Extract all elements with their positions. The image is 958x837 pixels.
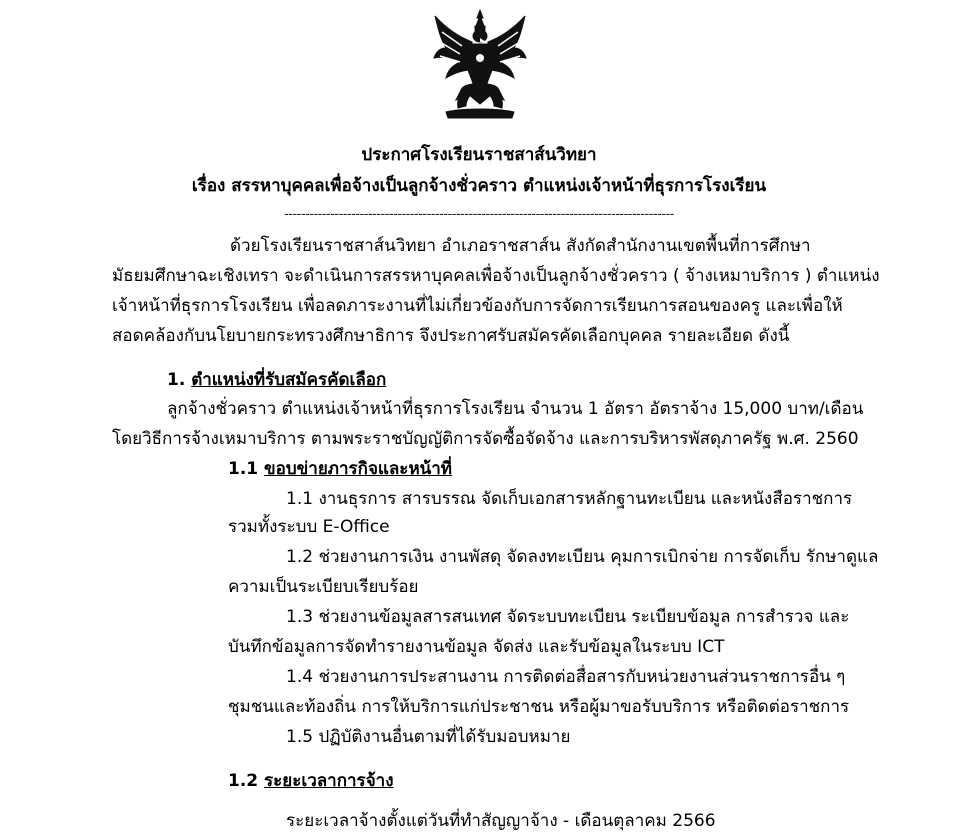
section-1-line-2: โดยวิธีการจ้างเหมาบริการ ตามพระราชบัญญัติการจัดซื้อจัดจ้าง และการบริหารพัสดุภาครัฐ พ.ศ. 2560 <box>112 429 859 449</box>
section-1-line-1: ลูกจ้างชั่วคราว ตำแหน่งเจ้าหน้าที่ธุรการโรงเรียน จำนวน 1 อัตรา อัตราจ้าง 15,000 บาท/เดือน <box>167 399 864 419</box>
garuda-emblem <box>432 8 528 120</box>
section-1-title: ตำแหน่งที่รับสมัครคัดเลือก <box>191 370 387 390</box>
announcement-title: ประกาศโรงเรียนราชสาส์นวิทยา <box>361 145 597 165</box>
section-1-heading <box>167 369 386 391</box>
section-1-number: 1. <box>167 370 186 390</box>
announcement-subject: เรื่อง สรรหาบุคคลเพื่อจ้างเป็นลูกจ้างชั่วคราว ตำแหน่งเจ้าหน้าที่ธุรการโรงเรียน <box>191 176 767 196</box>
duty-item-4-line-1: 1.4 ช่วยงานการประสานงาน การติดต่อสื่อสารกับหน่วยงานส่วนราชการอื่น ๆ <box>286 667 846 687</box>
divider-line: --------------------------------------------------------------------------------------------- <box>284 207 674 222</box>
duty-item-4-line-2: ชุมชนและท้องถิ่น การให้บริการแก่ประชาชน หรือผู้มาขอรับบริการ หรือติดต่อราชการ <box>228 697 850 717</box>
section-1-1-title: ขอบข่ายภารกิจและหน้าที่ <box>264 459 453 479</box>
duty-item-2-line-1: 1.2 ช่วยงานการเงิน งานพัสดุ จัดลงทะเบียน คุมการเบิกจ่าย การจัดเก็บ รักษาดูแล <box>286 547 879 567</box>
intro-line-2: มัธยมศึกษาฉะเชิงเทรา จะดำเนินการสรรหาบุคคลเพื่อจ้างเป็นลูกจ้างชั่วคราว ( จ้างเหมาบริการ ) ตำแหน่ง <box>112 266 880 286</box>
intro-line-4: สอดคล้องกับนโยบายกระทรวงศึกษาธิการ จึงประกาศรับสมัครคัดเลือกบุคคล รายละเอียด ดังนี้ <box>112 326 790 346</box>
intro-line-1: ด้วยโรงเรียนราชสาส์นวิทยา อำเภอราชสาส์น สังกัดสำนักงานเขตพื้นที่การศึกษา <box>230 236 811 256</box>
section-1-2-heading <box>228 770 394 792</box>
duty-item-5: 1.5 ปฏิบัติงานอื่นตามที่ได้รับมอบหมาย <box>286 727 571 747</box>
section-1-2-title: ระยะเวลาการจ้าง <box>264 771 394 791</box>
section-1-1-heading <box>228 458 452 480</box>
duty-item-1-line-2: รวมทั้งระบบ E-Office <box>228 517 390 537</box>
duty-item-3-line-2: บันทึกข้อมูลการจัดทำรายงานข้อมูล จัดส่ง และรับข้อมูลในระบบ ICT <box>228 637 725 657</box>
section-1-1-number: 1.1 <box>228 459 259 479</box>
duty-item-1-line-1: 1.1 งานธุรการ สารบรรณ จัดเก็บเอกสารหลักฐานทะเบียน และหนังสือราชการ <box>286 489 853 509</box>
intro-line-3: เจ้าหน้าที่ธุรการโรงเรียน เพื่อลดภาระงานที่ไม่เกี่ยวข้องกับการจัดการเรียนการสอนของครู และเพื่อให้ <box>112 296 843 316</box>
employment-period: ระยะเวลาจ้างตั้งแต่วันที่ทำสัญญาจ้าง - เดือนตุลาคม 2566 <box>286 811 716 831</box>
duty-item-3-line-1: 1.3 ช่วยงานข้อมูลสารสนเทศ จัดระบบทะเบียน ระเบียบข้อมูล การสำรวจ และ <box>286 607 850 627</box>
duty-item-2-line-2: ความเป็นระเบียบเรียบร้อย <box>228 577 419 597</box>
section-1-2-number: 1.2 <box>228 771 259 791</box>
